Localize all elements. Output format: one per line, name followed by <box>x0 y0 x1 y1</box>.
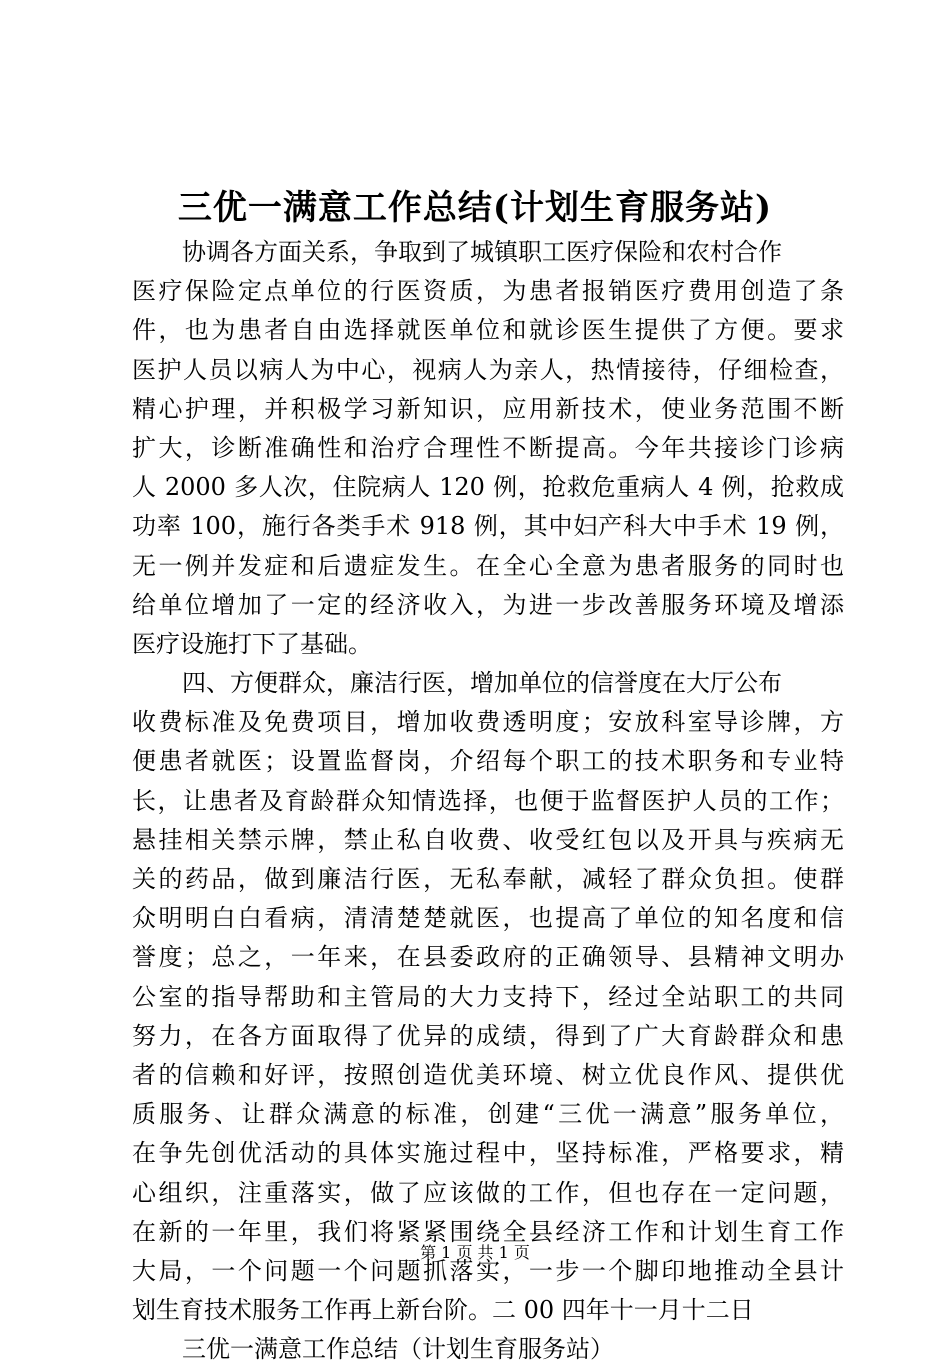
text-line: 在争先创优活动的具体实施过程中，坚持标准，严格要求，精 <box>132 1139 844 1168</box>
text-line: 医疗保险定点单位的行医资质，为患者报销医疗费用创造了条 <box>132 277 844 306</box>
text-line: 无一例并发症和后遗症发生。在全心全意为患者服务的同时也 <box>132 551 844 580</box>
text-line: 心组织，注重落实，做了应该做的工作，但也存在一定问题， <box>132 1178 844 1207</box>
text-line: 质服务、让群众满意的标准，创建“三优一满意”服务单位， <box>132 1100 844 1129</box>
text-line: 医疗设施打下了基础。 <box>132 629 372 658</box>
text-line: 功率 100，施行各类手术 918 例，其中妇产科大中手术 19 例， <box>132 512 844 541</box>
text-line: 众明明白白看病，清清楚楚就医，也提高了单位的知名度和信 <box>132 904 844 933</box>
text-line: 划生育技术服务工作再上新台阶。二 00 四年十一月十二日 <box>132 1296 754 1325</box>
text-line: 长，让患者及育龄群众知情选择，也便于监督医护人员的工作； <box>132 786 844 815</box>
body-text <box>132 233 844 1369</box>
text-line: 收费标准及免费项目，增加收费透明度；安放科室导诊牌，方 <box>132 708 844 737</box>
text-line: 便患者就医；设置监督岗，介绍每个职工的技术职务和专业特 <box>132 747 844 776</box>
text-line: 人 2000 多人次，住院病人 120 例，抢救危重病人 4 例，抢救成 <box>132 473 844 502</box>
text-line: 精心护理，并积极学习新知识，应用新技术，使业务范围不断 <box>132 394 844 423</box>
page-footer: 第 1 页 共 1 页 <box>420 1243 530 1262</box>
text-line: 四、方便群众，廉洁行医，增加单位的信誉度在大厅公布 <box>182 669 782 698</box>
page-title: 三优一满意工作总结(计划生育服务站) <box>177 188 773 228</box>
text-line: 给单位增加了一定的经济收入，为进一步改善服务环境及增添 <box>132 590 844 619</box>
text-line: 誉度；总之，一年来，在县委政府的正确领导、县精神文明办 <box>132 943 844 972</box>
text-line: 三优一满意工作总结（计划生育服务站） <box>182 1335 614 1364</box>
text-line: 努力，在各方面取得了优异的成绩，得到了广大育龄群众和患 <box>132 1021 844 1050</box>
text-line: 医护人员以病人为中心，视病人为亲人，热情接待，仔细检查， <box>132 355 844 384</box>
text-line: 公室的指导帮助和主管局的大力支持下，经过全站职工的共同 <box>132 982 844 1011</box>
text-line: 悬挂相关禁示牌，禁止私自收费、收受红包以及开具与疾病无 <box>132 825 844 854</box>
text-line: 协调各方面关系，争取到了城镇职工医疗保险和农村合作 <box>182 238 782 266</box>
text-line: 关的药品，做到廉洁行医，无私奉献，减轻了群众负担。使群 <box>132 865 844 893</box>
text-line: 在新的一年里，我们将紧紧围绕全县经济工作和计划生育工作 <box>132 1217 844 1246</box>
text-line: 件，也为患者自由选择就医单位和就诊医生提供了方便。要求 <box>132 316 844 345</box>
text-line: 者的信赖和好评，按照创造优美环境、树立优良作风、提供优 <box>132 1060 844 1089</box>
text-line: 大局，一个问题一个问题抓落实，一步一个脚印地推动全县计 <box>132 1256 844 1285</box>
text-line: 扩大，诊断准确性和治疗合理性不断提高。今年共接诊门诊病 <box>132 433 844 462</box>
